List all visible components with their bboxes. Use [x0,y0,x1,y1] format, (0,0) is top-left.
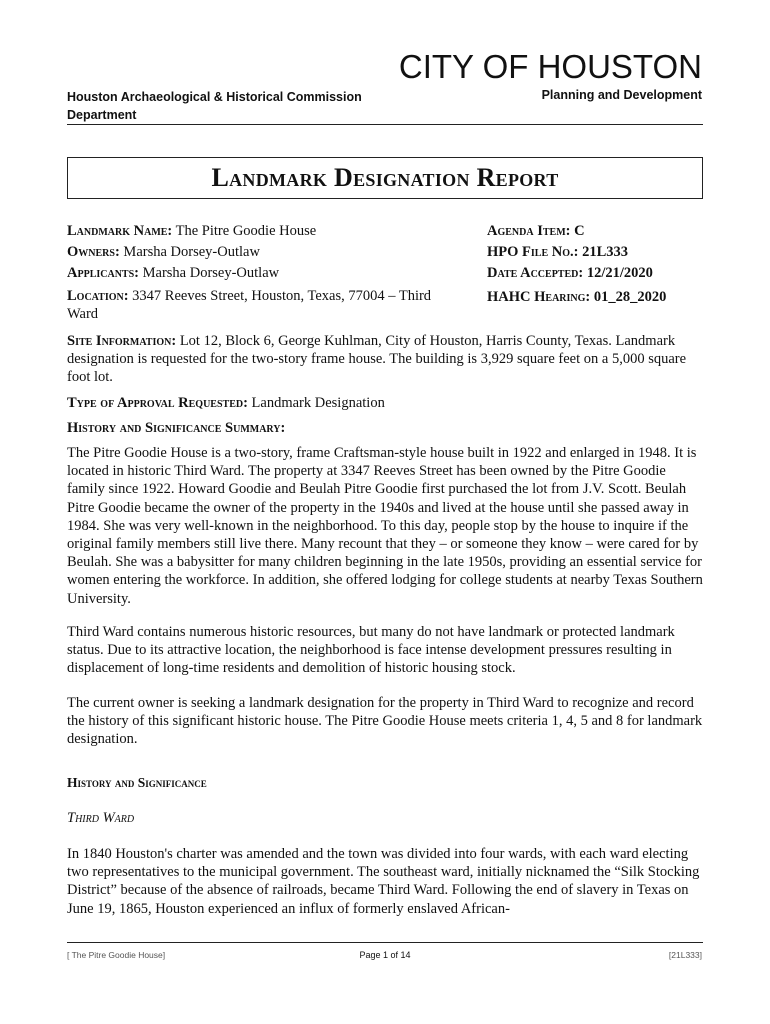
owners-label: Owners: [67,244,120,260]
info-left [67,221,467,323]
landmark-name-row [67,221,467,242]
hpo-file-value: 21L333 [582,244,629,260]
summary-heading: History and Significance Summary: [67,420,286,436]
date-accepted-label: Date Accepted: [487,265,584,281]
applicants-value: Marsha Dorsey-Outlaw [142,265,280,281]
third-ward-heading: Third Ward [67,810,135,826]
landmark-name-label: Landmark Name: [67,223,173,239]
date-accepted-row [487,263,717,284]
footer-divider [67,942,703,943]
date-accepted-value: 12/21/2020 [586,265,653,281]
summary-paragraph-1: The Pitre Goodie House is a two-story, frame Craftsman-style house built in 1922 and enlarged in 1948. It is located in historic Third Ward. The property at 3347 Reeves Street has been owned by the Pitre Goodie family since 1922. Howard Goodie and Beulah Pitre Goodie first purchased the lot from J.V. Scott. Beulah Pitre Goodie became the owner of the property in the 1940s and lived at the house until she passed away in 1984. She was very well-known in the neighborhood. To this day, people stop by the house to inquire if the original family members still live there. Many recount that they – or someone they know – were cared for by Beulah. She was a babysitter for many children beginning in the late 1950s, providing an essential service for women entering the workforce. In addition, she offered lodging for college students at nearby Texas Southern University. [67,445,703,607]
agenda-item-value: C [574,223,585,239]
agenda-item-row [487,221,717,242]
location-row [67,287,462,323]
approval-type-label: Type of Approval Requested: [67,395,248,411]
approval-type [67,394,703,412]
header-divider [67,124,703,125]
location-value: 3347 Reeves Street, Houston, Texas, 77004 – Third Ward [67,288,432,322]
summary-heading-wrap [67,419,703,437]
report-title: Landmark Designation Report [211,163,559,192]
department-name: Planning and Development [541,88,702,102]
agenda-item-label: Agenda Item: [487,223,571,239]
landmark-name-value: The Pitre Goodie House [175,223,317,239]
location-label: Location: [67,288,129,304]
summary-paragraph-2: Third Ward contains numerous historic resources, but many do not have landmark or protected landmark status. Due to its attractive location, the neighborhood is face intense development pressures resulting in displacement of long-time residents and demolition of historic housing stock. [67,624,675,677]
hahc-hearing-label: HAHC Hearing: [487,289,591,305]
history-heading-wrap [67,774,703,792]
history-paragraph-1: In 1840 Houston's charter was amended and the town was divided into four wards, with each ward electing two representatives to the municipal government. The southeast ward, initially nicknamed the “Silk Stocking District” because of the absence of railroads, became Third Ward. Following the end of slavery in Texas on June 19, 1865, Houston experienced an influx of formerly enslaved African- [67,846,700,917]
footer-page-number: Page 1 of 14 [359,950,411,960]
third-ward-heading-wrap [67,809,703,827]
summary-paragraph-3: The current owner is seeking a landmark designation for the property in Third Ward to recognize and record the history of this significant historic house. The Pitre Goodie House meets criteria 1, 4, 5 and 8 for landmark designation. [67,695,703,748]
footer-right: [21L333] [668,950,702,960]
site-information-text: Lot 12, Block 6, George Kuhlman, City of Houston, Harris County, Texas. Landmark designation is requested for the two-story frame house. The building is 3,929 square feet on a 5,000 square foot lot. [67,333,687,386]
hpo-file-row [487,242,717,263]
approval-type-value: Landmark Designation [251,395,385,411]
hahc-hearing-row [487,287,717,308]
info-right [487,221,717,308]
site-information-label: Site Information: [67,333,177,349]
history-heading: History and Significance [67,775,207,790]
hpo-file-label: HPO File No.: [487,244,579,260]
applicants-row [67,263,467,284]
applicants-label: Applicants: [67,265,139,281]
city-title: CITY OF HOUSTON [398,48,702,85]
footer-left: [ The Pitre Goodie House] [67,950,166,960]
owners-row [67,242,467,263]
site-information [67,332,703,387]
hahc-hearing-value: 01_28_2020 [593,289,667,305]
owners-value: Marsha Dorsey-Outlaw [123,244,260,260]
report-title-box [67,157,703,199]
commission-name: Houston Archaeological & Historical Commission Department [67,90,362,122]
